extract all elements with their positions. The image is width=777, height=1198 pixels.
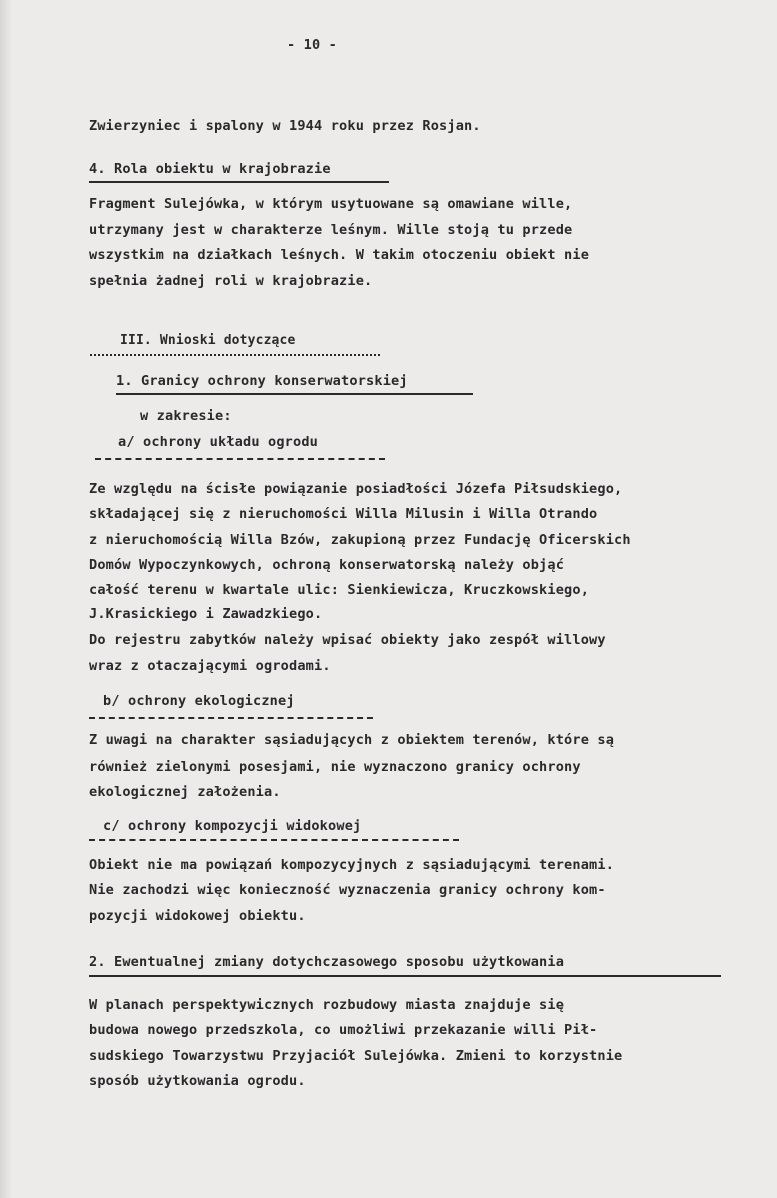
- text-line: wraz z otaczającymi ogrodami.: [89, 658, 331, 674]
- section-heading: 4. Rola obiektu w krajobrazie: [89, 161, 331, 177]
- text-line: Obiekt nie ma powiązań kompozycyjnych z sąsiadującymi terenami.: [89, 857, 615, 873]
- text-line: Zwierzyniec i spalony w 1944 roku przez Rosjan.: [89, 118, 481, 134]
- text-line: całość terenu w kwartale ulic: Sienkiewicza, Kruczkowskiego,: [89, 582, 590, 598]
- text-line: w zakresie:: [140, 408, 232, 424]
- text-line: Ze względu na ścisłe powiązanie posiadłości Józefa Piłsudskiego,: [89, 481, 623, 497]
- item-heading: b/ ochrony ekologicznej: [103, 693, 295, 709]
- text-line: ekologicznej założenia.: [89, 784, 281, 800]
- text-line: również zielonymi posesjami, nie wyznaczono granicy ochrony: [89, 759, 581, 775]
- heading-underline: [116, 393, 473, 395]
- text-line: składającej się z nieruchomości Willa Milusin i Willa Otrando: [89, 506, 598, 522]
- text-line: pozycji widokowej obiektu.: [89, 908, 306, 924]
- item-heading: c/ ochrony kompozycji widokowej: [103, 818, 362, 834]
- text-line: sudskiego Towarzystwu Przyjaciół Sulejówka. Zmieni to korzystnie: [89, 1048, 623, 1064]
- chapter-heading: III. Wnioski dotyczące: [120, 333, 296, 348]
- text-line: Z uwagi na charakter sąsiadujących z obiektem terenów, które są: [89, 732, 615, 748]
- text-line: wszystkim na działkach leśnych. W takim otoczeniu obiekt nie: [89, 247, 590, 263]
- text-line: Nie zachodzi więc konieczność wyznaczenia granicy ochrony kom-: [89, 882, 606, 898]
- text-line: Domów Wypoczynkowych, ochroną konserwatorską należy objąć: [89, 557, 565, 573]
- heading-underline: [89, 975, 721, 977]
- text-line: W planach perspektywicznych rozbudowy miasta znajduje się: [89, 997, 565, 1013]
- subsection-heading: 1. Granicy ochrony konserwatorskiej: [116, 373, 408, 389]
- text-line: sposób użytkowania ogrodu.: [89, 1073, 306, 1089]
- text-line: budowa nowego przedszkola, co umożliwi przekazanie willi Pił-: [89, 1022, 598, 1038]
- text-line: z nieruchomością Willa Bzów, zakupioną przez Fundację Oficerskich: [89, 532, 631, 548]
- heading-underline: [90, 354, 380, 356]
- text-line: spełnia żadnej roli w krajobrazie.: [89, 273, 373, 289]
- item-heading: a/ ochrony układu ogrodu: [118, 434, 319, 450]
- text-line: Do rejestru zabytków należy wpisać obiekty jako zespół willowy: [89, 632, 606, 648]
- text-line: utrzymany jest w charakterze leśnym. Wille stoją tu przede: [89, 222, 573, 238]
- text-line: Fragment Sulejówka, w którym usytuowane są omawiane wille,: [89, 196, 573, 212]
- heading-underline: [89, 717, 373, 719]
- text-line: J.Krasickiego i Zawadzkiego.: [89, 606, 323, 622]
- heading-underline: [89, 839, 459, 841]
- page-number: - 10 -: [287, 37, 338, 53]
- subsection-heading: 2. Ewentualnej zmiany dotychczasowego sposobu użytkowania: [89, 954, 565, 970]
- heading-underline: [89, 181, 389, 183]
- heading-underline: [95, 458, 385, 460]
